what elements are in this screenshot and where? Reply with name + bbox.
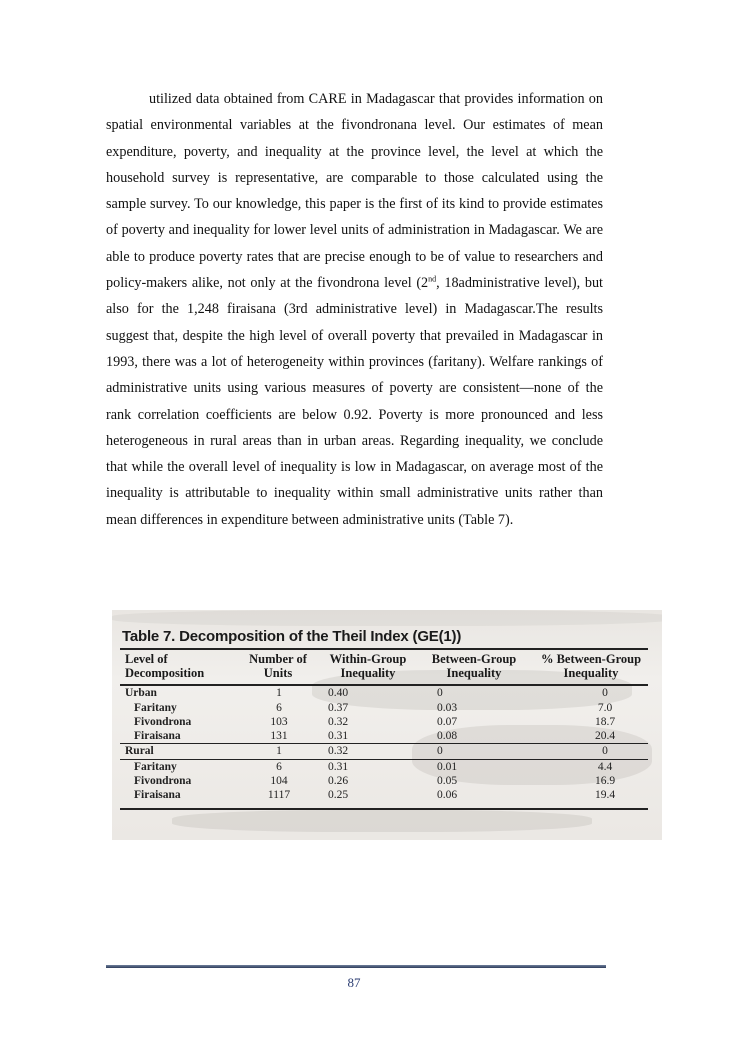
- header-within: [322, 652, 414, 680]
- header-units-line2: Units: [263, 666, 293, 680]
- table-row: [112, 775, 662, 788]
- row-within: 0.31: [328, 730, 349, 742]
- scanned-table-image: [112, 610, 662, 840]
- row-units: 1: [276, 687, 282, 699]
- rural-divider-rule: [120, 759, 648, 760]
- row-units: 6: [276, 702, 282, 714]
- row-pct: 16.9: [594, 775, 616, 787]
- row-between: 0: [437, 687, 443, 699]
- table-row: [112, 761, 662, 774]
- paragraph-text-part2: , 18administrative level), but also for the 1,248 firaisana (3rd administrative level) in Madagascar.The results suggest that, despite the high level of overall poverty that prevailed in Madagascar in 1993, there was a lot of heterogeneity within provinces (faritany). Welfare rankings of administrative units using various measures of poverty are consistent—none of the rank correlation coefficients are below 0.92. Poverty is more pronounced and less heterogeneous in rural areas than in urban areas. Regarding inequality, we conclude that while the overall level of inequality is low in Madagascar, on average most of the inequality is attributable to inequality within small administrative units rather than mean differences in expenditure between administrative units (Table 7).: [106, 275, 603, 528]
- header-units: [242, 652, 314, 680]
- row-pct: 0: [602, 745, 608, 757]
- footer-rule: [106, 965, 606, 968]
- row-between: 0.08: [437, 730, 458, 742]
- body-paragraph: [106, 86, 603, 533]
- table-title: Table 7. Decomposition of the Theil Index (GE(1)): [122, 628, 462, 645]
- table-row: [112, 789, 662, 802]
- row-within: 0.25: [328, 789, 349, 801]
- table-row: [112, 730, 662, 743]
- header-within-line1: Within-Group: [329, 652, 407, 666]
- header-bottom-rule: [120, 684, 648, 686]
- paragraph-text-part1: utilized data obtained from CARE in Madagascar that provides information on spatial environmental variables at the fivondronana level. Our estimates of mean expenditure, poverty, and inequality at the province level, the level at which the household survey is representative, are comparable to those calculated using the sample survey. To our knowledge, this paper is the first of its kind to provide estimates of poverty and inequality for lower level units of administration in Madagascar. We are able to produce poverty rates that are precise enough to be of value to researchers and policy-makers alike, not only at the fivondrona level (2: [106, 91, 603, 292]
- table-row: [112, 702, 662, 715]
- row-within: 0.31: [328, 761, 349, 773]
- header-between: [424, 652, 524, 680]
- row-within: 0.37: [328, 702, 349, 714]
- row-label: Faritany: [134, 761, 177, 773]
- header-pct-line2: Inequality: [563, 666, 619, 680]
- row-pct: 0: [602, 687, 608, 699]
- table-row: [112, 687, 662, 700]
- row-within: 0.32: [328, 716, 349, 728]
- row-units: 1: [276, 745, 282, 757]
- row-between: 0.03: [437, 702, 458, 714]
- row-pct: 4.4: [597, 761, 613, 773]
- row-label: Fivondrona: [134, 716, 192, 728]
- table-row: [112, 716, 662, 729]
- row-units: 104: [270, 775, 288, 787]
- header-pct-line1: % Between-Group: [540, 652, 642, 666]
- row-pct: 19.4: [594, 789, 616, 801]
- header-level-line2: Decomposition: [125, 666, 205, 680]
- header-level: [125, 652, 204, 680]
- header-between-line2: Inequality: [446, 666, 502, 680]
- row-units: 103: [270, 716, 288, 728]
- ordinal-superscript: nd: [428, 274, 437, 284]
- table-top-rule: [120, 648, 648, 650]
- row-label: Urban: [125, 687, 157, 699]
- header-pct-between: [532, 652, 650, 680]
- row-within: 0.32: [328, 745, 349, 757]
- table-row: [112, 745, 662, 758]
- row-between: 0: [437, 745, 443, 757]
- table-bottom-rule: [120, 808, 648, 810]
- header-between-line1: Between-Group: [431, 652, 517, 666]
- row-pct: 7.0: [597, 702, 613, 714]
- row-between: 0.01: [437, 761, 458, 773]
- row-pct: 18.7: [594, 716, 616, 728]
- section-divider-rule: [120, 743, 648, 744]
- row-units: 1117: [267, 789, 291, 801]
- row-label: Firaisana: [134, 789, 181, 801]
- row-between: 0.05: [437, 775, 458, 787]
- row-label: Fivondrona: [134, 775, 192, 787]
- page-number: 87: [347, 975, 361, 990]
- header-within-line2: Inequality: [340, 666, 396, 680]
- row-units: 131: [270, 730, 288, 742]
- header-units-line1: Number of: [249, 652, 307, 666]
- row-pct: 20.4: [594, 730, 616, 742]
- row-within: 0.26: [328, 775, 349, 787]
- row-between: 0.07: [437, 716, 458, 728]
- row-label: Rural: [125, 745, 154, 757]
- row-label: Firaisana: [134, 730, 181, 742]
- row-label: Faritany: [134, 702, 177, 714]
- header-level-line1: Level of: [125, 652, 168, 666]
- row-between: 0.06: [437, 789, 458, 801]
- row-units: 6: [276, 761, 282, 773]
- row-within: 0.40: [328, 687, 349, 699]
